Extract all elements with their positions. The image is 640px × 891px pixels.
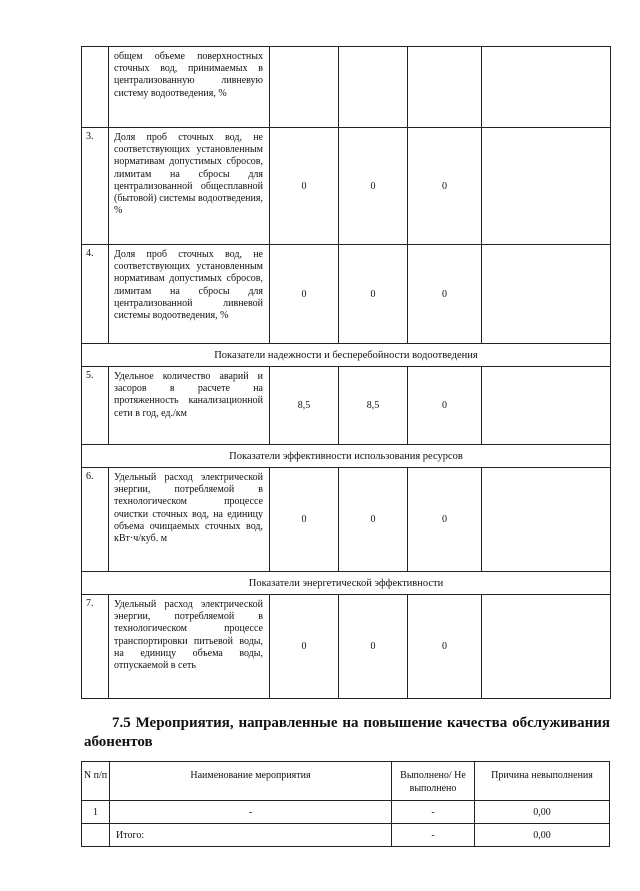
- column-header-reason: Причина невыполнения: [475, 762, 610, 801]
- value-cell: 0: [408, 367, 482, 445]
- section-row: [82, 572, 611, 595]
- value-cell: 0: [339, 128, 408, 245]
- value-cell: 8,5: [270, 367, 339, 445]
- row-number: 1: [82, 801, 110, 824]
- value-cell: 0: [408, 595, 482, 699]
- total-done: -: [392, 824, 475, 847]
- table-row: [82, 128, 611, 245]
- section-title: Показатели эффективности использования ресурсов: [82, 445, 611, 468]
- measure-name: -: [110, 801, 392, 824]
- table-row: [82, 245, 611, 344]
- section-heading: 7.5 Мероприятия, направленные на повышение качества обслуживания абонентов: [84, 715, 610, 750]
- column-header-number: N п/п: [82, 762, 110, 801]
- value-cell: 0: [408, 468, 482, 572]
- indicator-name: Доля проб сточных вод, не соответствующих установленным нормативам допустимых сбросов, лимитам на сбросы для централизованной ливневой системы водоотведения, %: [109, 245, 270, 344]
- column-header-name: Наименование мероприятия: [110, 762, 392, 801]
- table-row: [82, 801, 610, 824]
- value-cell: 0: [339, 245, 408, 344]
- total-label: Итого:: [110, 824, 392, 847]
- row-number: 4.: [82, 245, 109, 344]
- value-cell: 0: [339, 468, 408, 572]
- table-row: [82, 47, 611, 128]
- row-number: 3.: [82, 128, 109, 245]
- table-row: [82, 468, 611, 572]
- section-row: [82, 344, 611, 367]
- value-cell: 0: [408, 128, 482, 245]
- indicator-name: Удельное количество аварий и засоров в расчете на протяженность канализационной сети в год, ед./км: [109, 367, 270, 445]
- row-number: [82, 47, 109, 128]
- value-cell: 0: [270, 595, 339, 699]
- total-row: [82, 824, 610, 847]
- value-cell: 0: [270, 245, 339, 344]
- indicator-name: Доля проб сточных вод, не соответствующих установленным нормативам допустимых сбросов, лимитам на сбросы для централизованной общесплавной (бытовой) системы водоотведения, %: [109, 128, 270, 245]
- table-row: [82, 367, 611, 445]
- indicators-table: [81, 46, 611, 699]
- value-cell: 0: [270, 468, 339, 572]
- section-row: [82, 445, 611, 468]
- value-cell: 0: [339, 595, 408, 699]
- row-number: 5.: [82, 367, 109, 445]
- table-row: [82, 595, 611, 699]
- measures-table: [81, 761, 610, 847]
- row-number: 7.: [82, 595, 109, 699]
- indicator-name: Удельный расход электрической энергии, потребляемой в технологическом процессе транспортировки питьевой воды, на единицу объема воды, отпускаемой в сеть: [109, 595, 270, 699]
- indicator-name: Удельный расход электрической энергии, потребляемой в технологическом процессе очистки сточных вод, на единицу объема очищаемых сточных вод, кВт·ч/куб. м: [109, 468, 270, 572]
- row-number: 6.: [82, 468, 109, 572]
- section-title: Показатели энергетической эффективности: [82, 572, 611, 595]
- reason-value: 0,00: [475, 801, 610, 824]
- section-title: Показатели надежности и бесперебойности водоотведения: [82, 344, 611, 367]
- column-header-done: Выполнено/ Не выполнено: [392, 762, 475, 801]
- header-row: [82, 762, 610, 801]
- total-reason: 0,00: [475, 824, 610, 847]
- indicator-name: общем объеме поверхностных сточных вод, принимаемых в централизованную ливневую систему водоотведения, %: [109, 47, 270, 128]
- done-status: -: [392, 801, 475, 824]
- value-cell: 0: [270, 128, 339, 245]
- value-cell: 0: [408, 245, 482, 344]
- value-cell: 8,5: [339, 367, 408, 445]
